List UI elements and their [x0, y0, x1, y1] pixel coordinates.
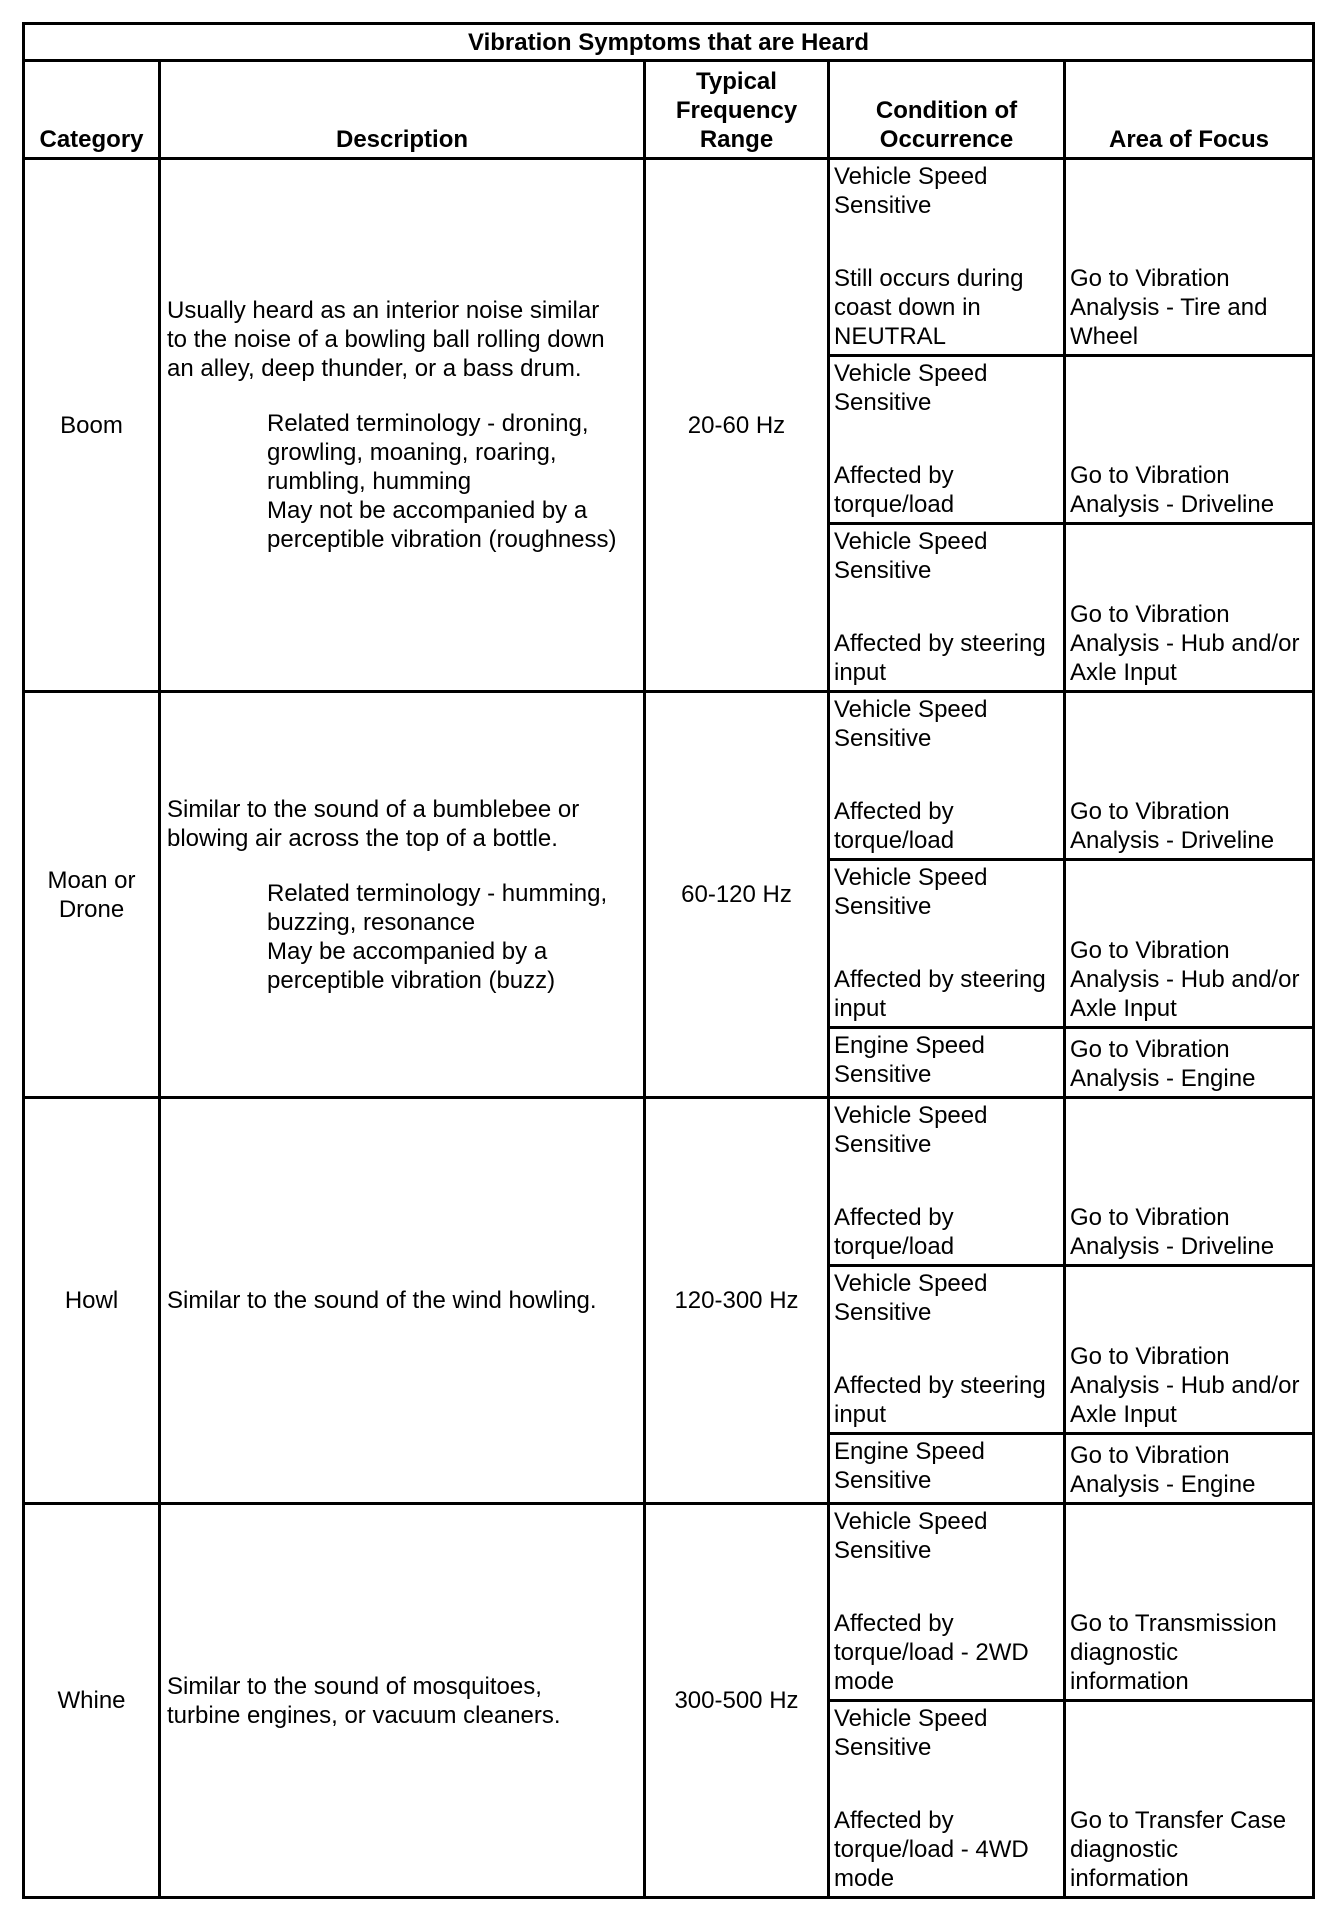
condition-primary [834, 1031, 1059, 1089]
condition-secondary [834, 1609, 1059, 1696]
condition-line: Engine Speed [834, 1438, 985, 1465]
category-cell [24, 159, 160, 692]
focus-text [1070, 1035, 1308, 1093]
condition-line: Sensitive [834, 192, 932, 219]
focus-line: Analysis - Hub and/or [1070, 1372, 1300, 1399]
condition-line: Engine Speed [834, 1032, 985, 1059]
focus-cell [1065, 1266, 1314, 1434]
condition-line: NEUTRAL [834, 323, 947, 350]
description-line: to the noise of a bowling ball rolling down [167, 326, 605, 353]
table-row [24, 159, 1314, 356]
focus-line: Axle Input [1070, 1401, 1177, 1428]
condition-cell [829, 1266, 1065, 1434]
header-description: Description [160, 61, 645, 159]
header-frequency-line: Frequency [675, 97, 798, 124]
focus-text [1070, 1441, 1308, 1499]
condition-primary [834, 1101, 1059, 1159]
table-title: Vibration Symptoms that are Heard [24, 24, 1314, 61]
document-page [22, 22, 1312, 1899]
condition-line: Affected by steering [834, 966, 1046, 993]
focus-line: Analysis - Driveline [1070, 827, 1275, 854]
related-line: Related terminology - humming, [267, 879, 608, 907]
focus-line: diagnostic [1070, 1639, 1179, 1666]
focus-line: Axle Input [1070, 659, 1177, 686]
focus-line: Analysis - Driveline [1070, 491, 1275, 518]
condition-line: torque/load - 4WD [834, 1836, 1029, 1863]
description-line: Similar to the sound of a bumblebee or [167, 795, 580, 823]
focus-text [1070, 1203, 1308, 1261]
category-line: Drone [58, 895, 125, 923]
condition-line: Vehicle Speed [834, 360, 988, 387]
condition-line: Vehicle Speed [834, 864, 988, 891]
related-line: Related terminology - droning, [267, 410, 589, 437]
condition-cell [829, 1028, 1065, 1098]
condition-line: input [834, 995, 887, 1022]
description-cell [160, 159, 645, 692]
focus-line: Go to Vibration [1070, 937, 1230, 964]
description-text [167, 795, 637, 853]
related-line: perceptible vibration (buzz) [267, 966, 556, 994]
condition-secondary [834, 797, 1059, 855]
category-cell [24, 1098, 160, 1504]
condition-line: Sensitive [834, 1537, 932, 1564]
focus-line: Analysis - Engine [1070, 1471, 1256, 1498]
header-frequency-line: Typical [696, 68, 777, 95]
condition-cell [829, 860, 1065, 1028]
category-line: Whine [57, 1687, 126, 1714]
condition-line: Vehicle Speed [834, 1270, 988, 1297]
focus-cell [1065, 1098, 1314, 1266]
condition-cell [829, 1434, 1065, 1504]
description-line: an alley, deep thunder, or a bass drum. [167, 355, 582, 382]
description-line: turbine engines, or vacuum cleaners. [167, 1701, 561, 1729]
description-line: Similar to the sound of the wind howling. [167, 1287, 597, 1314]
description-text [167, 1672, 637, 1730]
focus-text [1070, 1609, 1308, 1696]
frequency-cell: 60-120 Hz [645, 692, 829, 1098]
frequency-cell: 300-500 Hz [645, 1504, 829, 1898]
condition-secondary [834, 965, 1059, 1023]
description-line: blowing air across the top of a bottle. [167, 824, 558, 852]
focus-text [1070, 1342, 1308, 1429]
condition-primary [834, 1269, 1059, 1327]
focus-line: Go to Vibration [1070, 462, 1230, 489]
category-line: Boom [60, 411, 123, 439]
condition-line: Sensitive [834, 893, 932, 920]
focus-text [1070, 1806, 1308, 1893]
condition-line: Affected by steering [834, 630, 1046, 657]
condition-line: Affected by [834, 798, 954, 825]
related-line: perceptible vibration (roughness) [267, 526, 617, 553]
related-line: May be accompanied by a [267, 937, 548, 965]
condition-secondary [834, 264, 1059, 351]
condition-cell [829, 1098, 1065, 1266]
condition-cell [829, 159, 1065, 356]
condition-cell [829, 356, 1065, 524]
condition-line: Vehicle Speed [834, 1508, 988, 1535]
frequency-cell: 120-300 Hz [645, 1098, 829, 1504]
focus-cell [1065, 159, 1314, 356]
condition-line: Affected by [834, 1204, 954, 1231]
focus-line: information [1070, 1668, 1189, 1695]
condition-line: Vehicle Speed [834, 528, 988, 555]
table-body [24, 159, 1314, 1898]
condition-line: Vehicle Speed [834, 1102, 988, 1129]
condition-line: Sensitive [834, 1299, 932, 1326]
table-row [24, 1098, 1314, 1266]
focus-line: Go to Vibration [1070, 601, 1230, 628]
condition-line: Sensitive [834, 1734, 932, 1761]
description-line: Similar to the sound of mosquitoes, [167, 1672, 542, 1700]
condition-primary [834, 1437, 1059, 1495]
focus-line: diagnostic [1070, 1836, 1179, 1863]
description-cell [160, 1504, 645, 1898]
header-frequency-line: Range [699, 126, 774, 153]
related-line: growling, moaning, roaring, [267, 439, 557, 466]
condition-primary [834, 695, 1059, 753]
condition-line: mode [834, 1668, 895, 1695]
table-row [24, 1504, 1314, 1701]
condition-line: Sensitive [834, 1131, 932, 1158]
condition-cell [829, 1504, 1065, 1701]
focus-cell [1065, 356, 1314, 524]
focus-line: Go to Vibration [1070, 798, 1230, 825]
focus-text [1070, 600, 1308, 687]
related-line: May not be accompanied by a [267, 497, 588, 524]
focus-cell [1065, 692, 1314, 860]
focus-text [1070, 461, 1308, 519]
related-terminology [267, 409, 637, 554]
condition-cell [829, 692, 1065, 860]
condition-line: Vehicle Speed [834, 696, 988, 723]
focus-line: Go to Vibration [1070, 265, 1230, 292]
condition-line: Sensitive [834, 389, 932, 416]
category-line: Moan or [47, 866, 136, 894]
description-cell [160, 692, 645, 1098]
focus-cell [1065, 1504, 1314, 1701]
focus-line: Go to Transfer Case [1070, 1807, 1287, 1834]
condition-line: Still occurs during [834, 265, 1024, 292]
focus-line: Go to Vibration [1070, 1343, 1230, 1370]
focus-cell [1065, 1701, 1314, 1898]
condition-line: coast down in [834, 294, 981, 321]
condition-line: Vehicle Speed [834, 163, 988, 190]
related-terminology [267, 879, 637, 995]
focus-cell [1065, 524, 1314, 692]
condition-line: Affected by [834, 1610, 954, 1637]
condition-line: Sensitive [834, 557, 932, 584]
header-frequency [645, 61, 829, 159]
condition-line: torque/load - 2WD [834, 1639, 1029, 1666]
condition-primary [834, 527, 1059, 585]
condition-line: Sensitive [834, 1467, 932, 1494]
focus-cell [1065, 1434, 1314, 1504]
condition-line: torque/load [834, 827, 955, 854]
condition-primary [834, 1507, 1059, 1565]
condition-line: Affected by [834, 462, 954, 489]
focus-line: Wheel [1070, 323, 1139, 350]
table-row [24, 692, 1314, 860]
condition-line: Affected by [834, 1807, 954, 1834]
focus-cell [1065, 860, 1314, 1028]
condition-line: input [834, 1401, 887, 1428]
related-line: buzzing, resonance [267, 908, 476, 936]
frequency-cell: 20-60 Hz [645, 159, 829, 692]
condition-primary [834, 162, 1059, 220]
focus-line: information [1070, 1865, 1189, 1892]
condition-line: torque/load [834, 1233, 955, 1260]
description-text [167, 1286, 637, 1315]
condition-line: mode [834, 1865, 895, 1892]
condition-secondary [834, 1203, 1059, 1261]
condition-secondary [834, 1371, 1059, 1429]
condition-secondary [834, 461, 1059, 519]
condition-cell [829, 1701, 1065, 1898]
condition-line: input [834, 659, 887, 686]
condition-line: Sensitive [834, 1061, 932, 1088]
related-line: rumbling, humming [267, 468, 472, 495]
focus-line: Go to Transmission [1070, 1610, 1277, 1637]
focus-line: Analysis - Driveline [1070, 1233, 1275, 1260]
focus-text [1070, 936, 1308, 1023]
header-category: Category [24, 61, 160, 159]
header-condition-line: Condition of [875, 97, 1018, 124]
description-cell [160, 1098, 645, 1504]
condition-line: Affected by steering [834, 1372, 1046, 1399]
description-line: Usually heard as an interior noise similar [167, 297, 600, 324]
focus-cell [1065, 1028, 1314, 1098]
header-focus: Area of Focus [1065, 61, 1314, 159]
header-condition [829, 61, 1065, 159]
description-text [167, 296, 637, 383]
condition-secondary [834, 1806, 1059, 1893]
condition-line: Sensitive [834, 725, 932, 752]
category-line: Howl [64, 1287, 119, 1314]
condition-primary [834, 1704, 1059, 1762]
condition-primary [834, 863, 1059, 921]
focus-line: Analysis - Hub and/or [1070, 966, 1300, 993]
focus-text [1070, 264, 1308, 351]
focus-line: Analysis - Tire and [1070, 294, 1268, 321]
focus-line: Analysis - Engine [1070, 1065, 1256, 1092]
focus-line: Analysis - Hub and/or [1070, 630, 1300, 657]
focus-line: Go to Vibration [1070, 1442, 1230, 1469]
header-condition-line: Occurrence [879, 126, 1014, 153]
category-cell [24, 692, 160, 1098]
condition-line: Vehicle Speed [834, 1705, 988, 1732]
header-row [24, 61, 1314, 159]
condition-primary [834, 359, 1059, 417]
focus-line: Axle Input [1070, 995, 1177, 1022]
focus-line: Go to Vibration [1070, 1204, 1230, 1231]
category-cell [24, 1504, 160, 1898]
condition-line: torque/load [834, 491, 955, 518]
focus-line: Go to Vibration [1070, 1036, 1230, 1063]
focus-text [1070, 797, 1308, 855]
condition-cell [829, 524, 1065, 692]
condition-secondary [834, 629, 1059, 687]
vibration-symptoms-table [22, 22, 1315, 1899]
